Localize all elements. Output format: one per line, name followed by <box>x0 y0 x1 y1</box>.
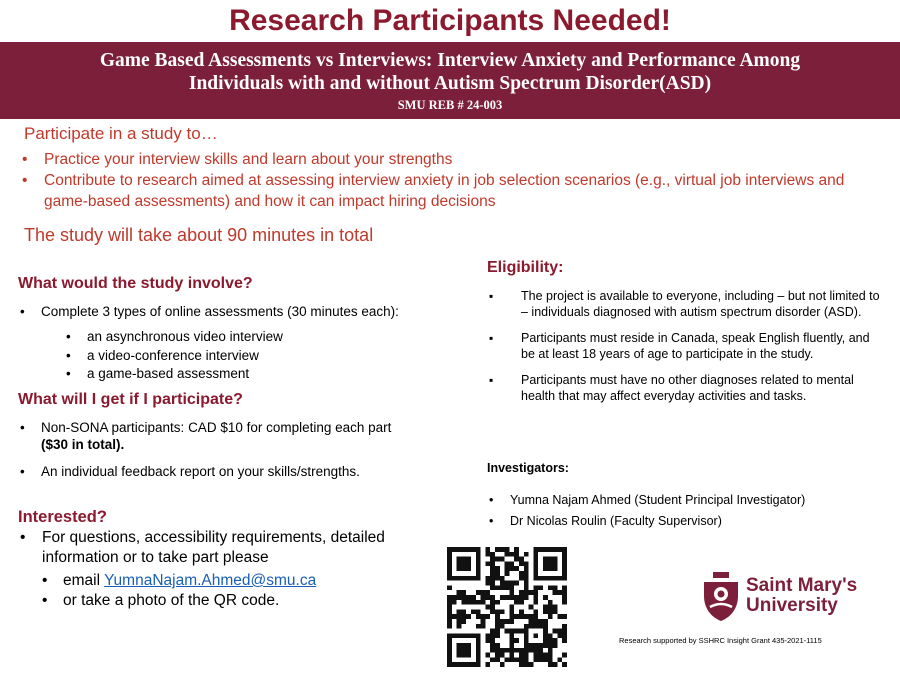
involve-heading: What would the study involve? <box>18 275 253 292</box>
qr-code[interactable] <box>447 547 567 667</box>
study-title <box>0 42 900 95</box>
benefits-text: Non-SONA participants: CAD $10 for completing each part <box>41 420 392 435</box>
intro-item: • Practice your interview skills and learn about your strengths <box>22 149 872 170</box>
involve-subitem: • a video-conference interview <box>64 347 283 366</box>
email-link[interactable]: YumnaNajam.Ahmed@smu.ca <box>104 572 317 589</box>
study-title-line1: Game Based Assessments vs Interviews: Interview Anxiety and Performance Among <box>99 50 801 71</box>
eligibility-item: ▪ The project is available to everyone, including – but not limited to – individuals diagnosed with autism spectrum disorder (ASD). <box>487 289 882 320</box>
intro-item: • Contribute to research aimed at assessing interview anxiety in job selection scenarios (e.g., virtual job interviews and game-based assessments) and how it can impact hiring decisions <box>22 170 872 212</box>
intro-heading: Participate in a study to… <box>24 124 218 143</box>
qr-item: • or take a photo of the QR code. <box>40 591 316 611</box>
logo-name-line1: Saint Mary's <box>746 575 858 596</box>
benefits-heading: What will I get if I participate? <box>18 391 243 408</box>
page-title: Research Participants Needed! <box>229 4 671 37</box>
investigators-list <box>487 490 805 532</box>
interested-heading: Interested? <box>18 508 107 526</box>
logo-name-line2: University <box>746 595 838 616</box>
eligibility-heading: Eligibility: <box>487 259 564 276</box>
university-logo <box>700 570 870 630</box>
reb-number: SMU REB # 24-003 <box>397 98 503 112</box>
crest-icon <box>700 572 742 622</box>
interested-text: For questions, accessibility requirements, detailed information or to take part please <box>42 529 385 566</box>
contact-list <box>40 571 316 611</box>
interested-list <box>20 528 445 568</box>
benefits-item <box>18 419 458 453</box>
involve-list <box>18 304 458 319</box>
involve-subitem: • a game-based assessment <box>64 365 283 384</box>
involve-sublist <box>64 328 283 384</box>
interested-item <box>20 528 445 568</box>
benefits-list <box>18 419 458 480</box>
intro-list <box>22 149 872 212</box>
investigator-item: • Yumna Najam Ahmed (Student Principal Investigator) <box>487 490 805 511</box>
involve-item: • Complete 3 types of online assessments (30 minutes each): <box>18 304 458 319</box>
eligibility-item: ▪ Participants must have no other diagnoses related to mental health that may affect everyday activities and tasks. <box>487 373 882 404</box>
study-title-line2: Individuals with and without Autism Spectrum Disorder(ASD) <box>188 73 712 94</box>
email-item <box>40 571 316 591</box>
email-label: email <box>63 572 105 589</box>
duration-text: The study will take about 90 minutes in total <box>24 225 374 245</box>
eligibility-item: ▪ Participants must reside in Canada, speak English fluently, and be at least 18 years of age to participate in the study. <box>487 331 882 362</box>
funding-note: Research supported by SSHRC Insight Grant 435-2021-1115 <box>619 636 822 645</box>
benefits-total: ($30 in total). <box>41 437 125 452</box>
involve-subitem: • an asynchronous video interview <box>64 328 283 347</box>
eligibility-list <box>487 289 882 404</box>
benefits-item: • An individual feedback report on your skills/strengths. <box>18 463 458 480</box>
study-banner <box>0 42 900 119</box>
investigators-heading: Investigators: <box>487 461 569 475</box>
investigator-item: • Dr Nicolas Roulin (Faculty Supervisor) <box>487 511 805 532</box>
